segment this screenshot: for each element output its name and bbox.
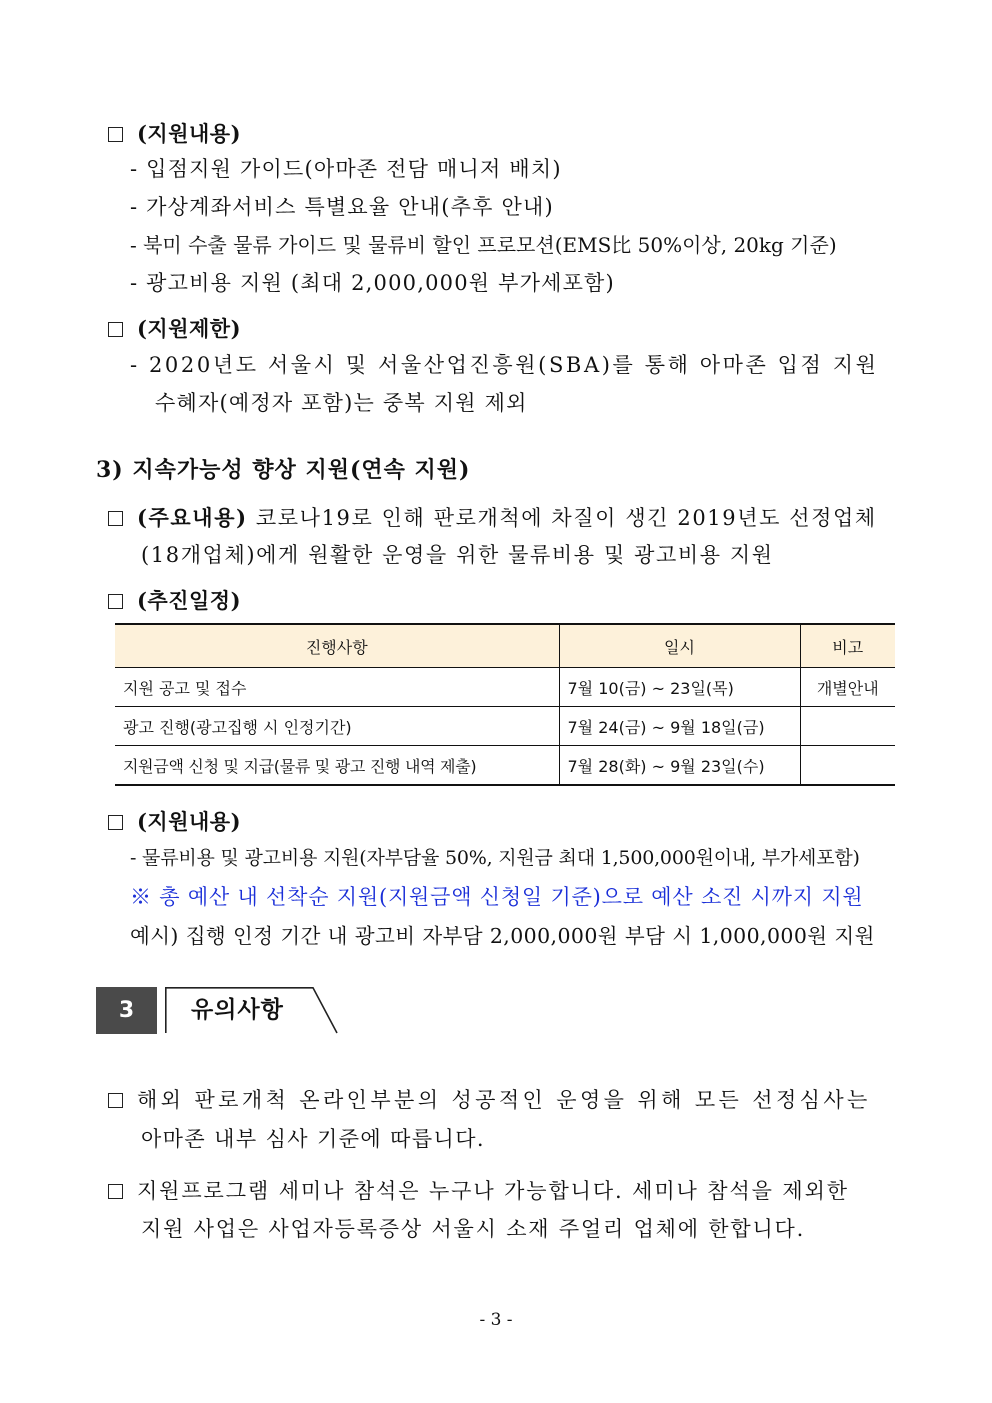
list-item: - 물류비용 및 광고비용 지원(자부담율 50%, 지원금 최대 1,500,000원이내, 부가세포함) [130, 847, 860, 869]
table-cell: 7월 28(화) ~ 9월 23일(수) [559, 746, 800, 786]
checkbox-square-icon [108, 594, 123, 609]
list-item: - 광고비용 지원 (최대 2,000,000원 부가세포함) [130, 271, 615, 295]
section-title: 3) 지속가능성 향상 지원(연속 지원) [96, 457, 471, 483]
support-content-heading: (지원내용) [108, 118, 241, 148]
support-limit-heading: (지원제한) [108, 313, 241, 343]
main-content-paragraph: (주요내용) 코로나19로 인해 판로개척에 차질이 생긴 2019년도 선정업체 [108, 502, 877, 532]
table-cell [800, 707, 895, 746]
table-cell: 개별안내 [800, 668, 895, 707]
table-cell: 7월 10(금) ~ 23일(목) [559, 668, 800, 707]
budget-note: ※ 총 예산 내 선착순 지원(지원금액 신청일 기준)으로 예산 소진 시까지 지원 [130, 885, 864, 909]
column-header: 비고 [800, 624, 895, 668]
list-item-continued: 수혜자(예정자 포함)는 중복 지원 제외 [155, 391, 528, 415]
section-title-tab [165, 987, 340, 1034]
table-cell: 지원 공고 및 접수 [115, 668, 559, 707]
table-cell: 지원금액 신청 및 지급(물류 및 광고 진행 내역 제출) [115, 746, 559, 786]
example-text: 예시) 집행 인정 기간 내 광고비 자부담 2,000,000원 부담 시 1,000,000원 지원 [130, 924, 875, 948]
list-item: - 북미 수출 물류 가이드 및 물류비 할인 프로모션(EMS比 50%이상, 20kg 기준) [130, 233, 837, 257]
list-item: - 가상계좌서비스 특별요율 안내(추후 안내) [130, 195, 554, 219]
table-cell: 7월 24(금) ~ 9월 18일(금) [559, 707, 800, 746]
notice-item: 지원프로그램 세미나 참석은 누구나 가능합니다. 세미나 참석을 제외한 [108, 1175, 849, 1205]
table-row [115, 668, 895, 707]
list-item: - 입점지원 가이드(아마존 전담 매니저 배치) [130, 157, 562, 181]
checkbox-square-icon [108, 322, 123, 337]
main-content-continued: (18개업체)에게 원활한 운영을 위한 물류비용 및 광고비용 지원 [141, 543, 774, 567]
checkbox-square-icon [108, 1093, 123, 1108]
support-content-heading-2: (지원내용) [108, 806, 241, 836]
table-row [115, 707, 895, 746]
notice-item-continued: 아마존 내부 심사 기준에 따릅니다. [141, 1127, 485, 1151]
notice-title: 유의사항 [191, 997, 284, 1023]
notice-item-continued: 지원 사업은 사업자등록증상 서울시 소재 주얼리 업체에 한합니다. [141, 1217, 806, 1241]
table-cell [800, 746, 895, 786]
page-number: - 3 - [479, 1310, 513, 1330]
table-row [115, 746, 895, 786]
checkbox-square-icon [108, 815, 123, 830]
checkbox-square-icon [108, 127, 123, 142]
schedule-heading: (추진일정) [108, 585, 241, 615]
column-header: 일시 [559, 624, 800, 668]
checkbox-square-icon [108, 511, 123, 526]
table-cell: 광고 진행(광고집행 시 인정기간) [115, 707, 559, 746]
section-number-badge: 3 [96, 987, 157, 1034]
column-header: 진행사항 [115, 624, 559, 668]
notice-item: 해외 판로개척 온라인부분의 성공적인 운영을 위해 모든 선정심사는 [108, 1084, 871, 1114]
schedule-table [115, 623, 895, 786]
list-item: - 2020년도 서울시 및 서울산업진흥원(SBA)를 통해 아마존 입점 지원 [130, 353, 879, 377]
table-header-row [115, 624, 895, 668]
checkbox-square-icon [108, 1184, 123, 1199]
